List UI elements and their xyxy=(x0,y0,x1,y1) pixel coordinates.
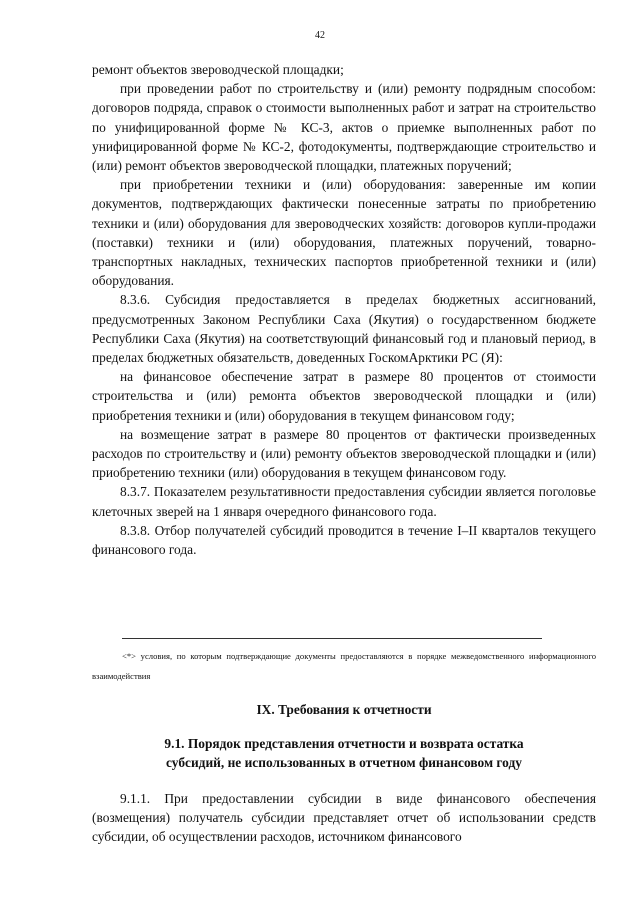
footnote xyxy=(92,646,596,686)
paragraph-8-3-8: 8.3.8. Отбор получателей субсидий проводится в течение I–II кварталов текущего финансового года. xyxy=(92,522,596,558)
subsection-title xyxy=(92,734,596,772)
section-title: IX. Требования к отчетности xyxy=(256,702,432,717)
main-text xyxy=(92,60,596,559)
footnote-text: <*> условия, по которым подтверждающие документы предоставляются в порядке межведомственного информационного взаимодействия xyxy=(92,651,596,681)
footnote-divider xyxy=(122,638,542,639)
paragraph: на финансовое обеспечение затрат в размере 80 процентов от стоимости строительства и (или) ремонта объектов звероводческой площадки и (или) приобретения техники и (или) оборудования в текущем финансовом году; xyxy=(92,369,596,423)
paragraph-8-3-7: 8.3.7. Показателем результативности предоставления субсидии является поголовье клеточных зверей на 1 января очередного финансового года. xyxy=(92,484,596,519)
subsection-title-line: 9.1. Порядок представления отчетности и возврата остатка xyxy=(164,736,524,751)
section-text xyxy=(92,789,596,847)
page-number: 42 xyxy=(315,30,325,41)
paragraph: при проведении работ по строительству и (или) ремонту подрядным способом: договоров подряда, справок о стоимости выполненных работ и затрат на строительство по унифицированной форме № КС-3, актов о приемке выполненных работ по унифицированной форме № КС-2, фотодокументы, подтверждающие строительство и (или) ремонт объектов звероводческой площадки, платежных поручений; xyxy=(92,81,596,174)
subsection-title-line: субсидий, не использованных в отчетном финансовом году xyxy=(166,755,522,770)
paragraph-9-1-1: 9.1.1. При предоставлении субсидии в виде финансового обеспечения (возмещения) получатель субсидии представляет отчет об использовании средств субсидии, об осуществлении расходов, источником финансового xyxy=(92,791,596,845)
paragraph: при приобретении техники и (или) оборудования: заверенные им копии документов, подтверждающих фактически понесенные затраты по приобретению техники и (или) оборудования для звероводческих хозяйств: договоров купли-продажи (поставки) техники и (или) оборудования, платежных поручений, товарно-транспортных накладных, технических паспортов приобретенной техники и (или) оборудования. xyxy=(92,177,596,289)
paragraph: ремонт объектов звероводческой площадки; xyxy=(92,62,344,77)
paragraph-8-3-6: 8.3.6. Субсидия предоставляется в пределах бюджетных ассигнований, предусмотренных Законом Республики Саха (Якутия) о государственном бюджете Республики Саха (Якутия) на соответствующий финансовый год и плановый период, в пределах бюджетных обязательств, доведенных ГоскомАрктики РС (Я): xyxy=(92,292,596,366)
paragraph: на возмещение затрат в размере 80 процентов от фактически произведенных расходов по строительству и (или) ремонту объектов звероводческой площадки и (или) приобретению техники (или) оборудования в текущем финансовом году. xyxy=(92,426,596,481)
